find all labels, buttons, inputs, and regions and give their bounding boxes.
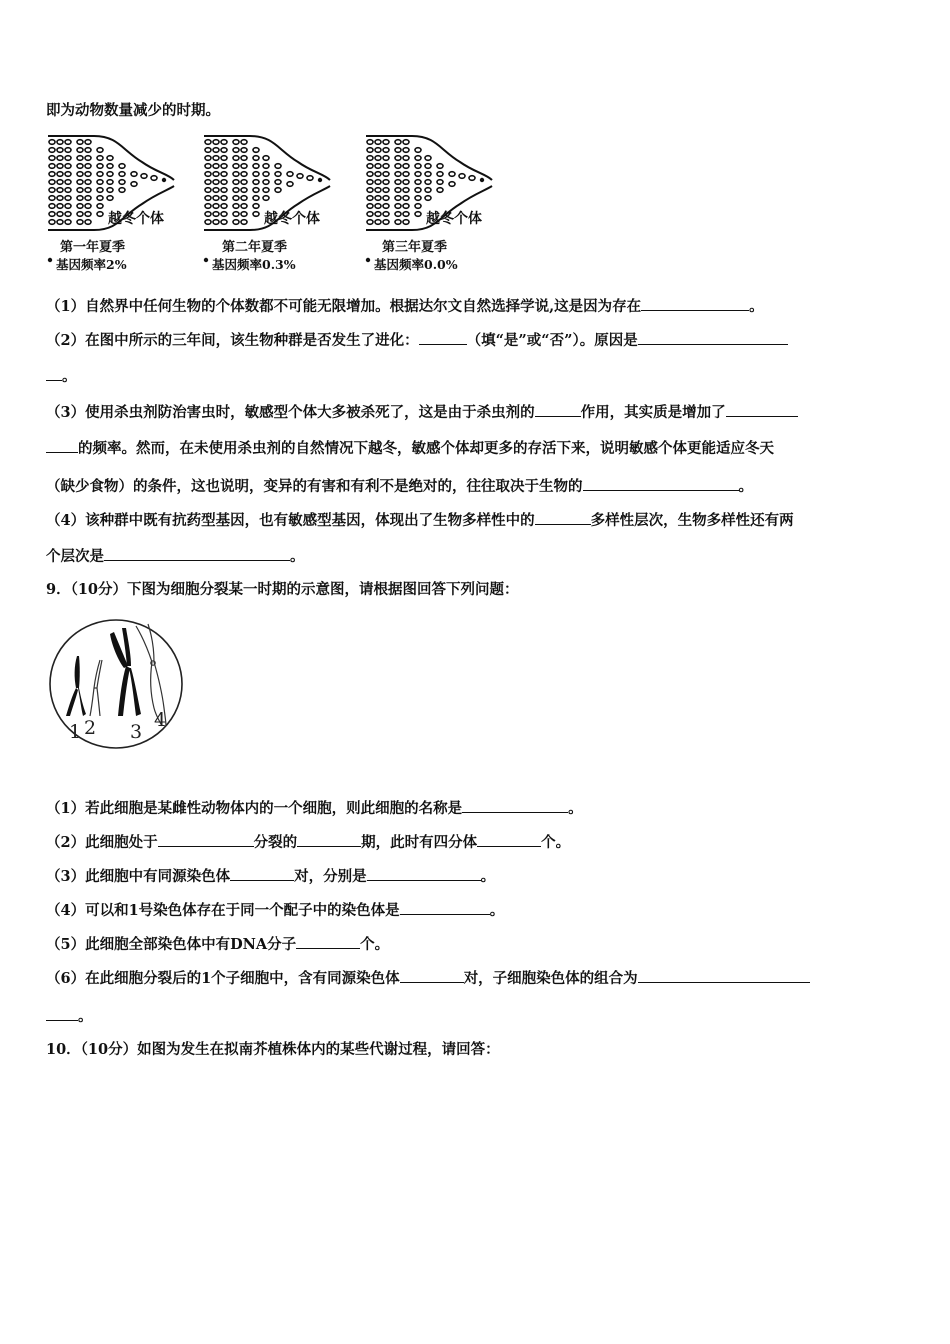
q9-item1 [46, 798, 583, 819]
q9-item3-end: 。 [480, 868, 496, 885]
answer-blank[interactable] [46, 438, 78, 453]
q8-p2-end: 。 [62, 368, 77, 385]
population-panel-3 [366, 136, 492, 272]
q9-item4-text: （4）可以和1号染色体存在于同一个配子中的染色体是 [46, 902, 400, 919]
q9-item3-text: （3）此细胞中有同源染色体 [46, 868, 231, 885]
q9-item3 [46, 866, 495, 887]
q9-item2-mid1: 分裂的 [253, 834, 298, 851]
answer-blank[interactable] [535, 402, 581, 417]
answer-blank[interactable] [158, 832, 254, 847]
answer-blank[interactable] [400, 968, 464, 983]
q9-item5-text: （5）此细胞全部染色体中有DNA分子 [46, 936, 297, 953]
q9-item6-mid: 对，子细胞染色体的组合为 [463, 970, 638, 987]
q9-item6 [46, 968, 810, 989]
answer-blank[interactable] [230, 866, 294, 881]
q9-item1-end: 。 [568, 800, 583, 817]
q8-p4-text: （4）该种群中既有抗药型基因，也有敏感型基因，体现出了生物多样性中的 [46, 512, 535, 529]
chromosome-label-2: 2 [84, 717, 97, 739]
q8-p4-mid: 多样性层次，生物多样性还有两 [590, 512, 794, 529]
answer-blank[interactable] [46, 1006, 78, 1021]
q8-part3 [46, 402, 798, 423]
q8-p4-end: 。 [290, 548, 305, 565]
q9-item2 [46, 832, 570, 853]
q9-item2-end: 个。 [541, 834, 571, 851]
q9-item1-text: （1）若此细胞是某雌性动物体内的一个细胞，则此细胞的名称是 [46, 800, 463, 817]
gene-frequency-label: 基因频率0.3% [212, 257, 296, 272]
q8-part3-cont1 [46, 438, 774, 459]
q8-part4 [46, 510, 794, 531]
cell-division-figure [48, 616, 190, 752]
answer-blank[interactable] [297, 832, 361, 847]
q8-p4-text2: 个层次是 [46, 548, 104, 565]
population-figure [46, 132, 606, 282]
answer-blank[interactable] [726, 402, 798, 417]
q8-p3-end: 。 [738, 478, 753, 495]
q9-title [46, 580, 519, 600]
q8-p3-text2: 的频率。然而，在未使用杀虫剂的自然情况下越冬，敏感个体却更多的存活下来，说明敏感个体更能适应冬天 [78, 440, 774, 457]
chromosome-label-3: 3 [130, 721, 143, 743]
q8-part2 [46, 330, 788, 351]
q8-part2-cont [46, 366, 77, 387]
answer-blank[interactable] [583, 476, 739, 491]
q9-item6-cont [46, 1006, 93, 1027]
q8-p1-end: 。 [749, 298, 764, 315]
chromosome-2 [90, 660, 102, 716]
season-label: 第一年夏季 [60, 240, 126, 255]
gene-frequency-label: 基因频率2% [56, 257, 127, 272]
answer-blank[interactable] [367, 866, 481, 881]
q8-part1 [46, 296, 764, 317]
q8-p1-text: （1）自然界中任何生物的个体数都不可能无限增加。根据达尔文自然选择学说,这是因为存在 [46, 298, 642, 315]
q9-item6-end: 。 [78, 1008, 93, 1025]
intro-line: 即为动物数量减少的时期。 [46, 102, 220, 119]
q8-p2-text: （2）在图中所示的三年间，该生物种群是否发生了进化： [46, 332, 419, 349]
population-panel-2 [204, 136, 330, 272]
overwinter-label: 越冬个体 [264, 211, 320, 227]
population-panel-1 [48, 136, 174, 272]
chromosome-3 [110, 628, 141, 716]
q9-item2-mid2: 期，此时有四分体 [361, 834, 478, 851]
answer-blank[interactable] [462, 798, 568, 813]
q9-item4-end: 。 [489, 902, 505, 919]
q8-p3-text3: （缺少食物）的条件，这也说明，变异的有害和有利不是绝对的，往往取决于生物的 [46, 478, 583, 495]
chromosome-1 [66, 656, 86, 716]
season-label: 第二年夏季 [222, 240, 288, 255]
chromosome-label-1: 1 [69, 721, 82, 743]
q9-item5-end: 个。 [360, 936, 390, 953]
answer-blank[interactable] [638, 330, 788, 345]
answer-blank[interactable] [641, 296, 749, 311]
q9-title-text: 9．（10分）下图为细胞分裂某一时期的示意图，请根据图回答下列问题： [46, 581, 519, 598]
chromosome-label-4: 4 [154, 709, 167, 731]
q8-part4-cont [46, 546, 305, 567]
q9-item4 [46, 900, 504, 921]
q8-p3-text: （3）使用杀虫剂防治害虫时，敏感型个体大多被杀死了，这是由于杀虫剂的 [46, 404, 535, 421]
q10-title: 10．（10分）如图为发生在拟南芥植株体内的某些代谢过程，请回答： [46, 1041, 500, 1058]
q9-item6-text: （6）在此细胞分裂后的1个子细胞中，含有同源染色体 [46, 970, 400, 987]
season-label: 第三年夏季 [382, 240, 448, 255]
answer-blank[interactable] [535, 510, 591, 525]
answer-blank[interactable] [104, 546, 290, 561]
answer-blank[interactable] [46, 366, 62, 381]
answer-blank[interactable] [419, 330, 467, 345]
q9-item3-mid: 对，分别是 [294, 868, 367, 885]
q8-part3-cont2 [46, 476, 753, 497]
overwinter-label: 越冬个体 [108, 211, 164, 227]
answer-blank[interactable] [477, 832, 541, 847]
answer-blank[interactable] [638, 968, 810, 983]
answer-blank[interactable] [400, 900, 490, 915]
answer-blank[interactable] [296, 934, 360, 949]
q9-item2-text: （2）此细胞处于 [46, 834, 158, 851]
gene-frequency-label: 基因频率0.0% [374, 257, 458, 272]
q9-item5 [46, 934, 389, 955]
overwinter-label: 越冬个体 [426, 211, 482, 227]
q8-p3-mid: 作用，其实质是增加了 [580, 404, 726, 421]
q8-p2-mid: （填“是”或“否”）。原因是 [466, 332, 638, 349]
